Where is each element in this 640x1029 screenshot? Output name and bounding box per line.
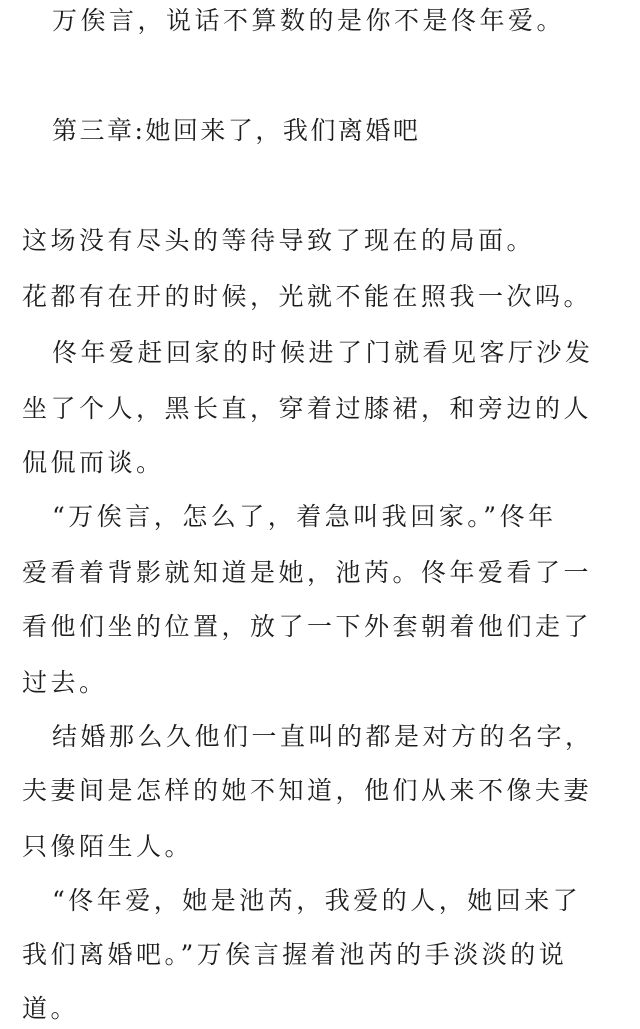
text-line: 这场没有尽头的等待导致了现在的局面。: [22, 226, 536, 255]
text-line: 爱看着背影就知道是她，池芮。佟年爱看了一: [22, 558, 593, 587]
text-line: 过去。: [22, 668, 108, 697]
text-line: 万俟言，说话不算数的是你不是佟年爱。: [52, 6, 566, 35]
text-line: 我们离婚吧。”万俟言握着池芮的手淡淡的说: [22, 940, 568, 969]
chapter-heading: 第三章:她回来了，我们离婚吧: [52, 116, 421, 145]
text-line: 夫妻间是怎样的她不知道，他们从来不像夫妻: [22, 776, 593, 805]
text-line: 结婚那么久他们一直叫的都是对方的名字，: [52, 722, 594, 751]
text-line: 看他们坐的位置，放了一下外套朝着他们走了: [22, 612, 593, 641]
text-line: 佟年爱赶回家的时候进了门就看见客厅沙发: [52, 338, 594, 367]
text-line: 侃侃而谈。: [22, 448, 165, 477]
text-line: 道。: [22, 994, 80, 1023]
text-line: “佟年爱，她是池芮，我爱的人，她回来了: [52, 886, 582, 915]
text-line: 坐了个人，黑长直，穿着过膝裙，和旁边的人: [22, 394, 593, 423]
text-line: 花都有在开的时候，光就不能在照我一次吗。: [22, 282, 593, 311]
text-line: 只像陌生人。: [22, 832, 194, 861]
text-line: “万俟言，怎么了，着急叫我回家。”佟年: [52, 502, 557, 531]
